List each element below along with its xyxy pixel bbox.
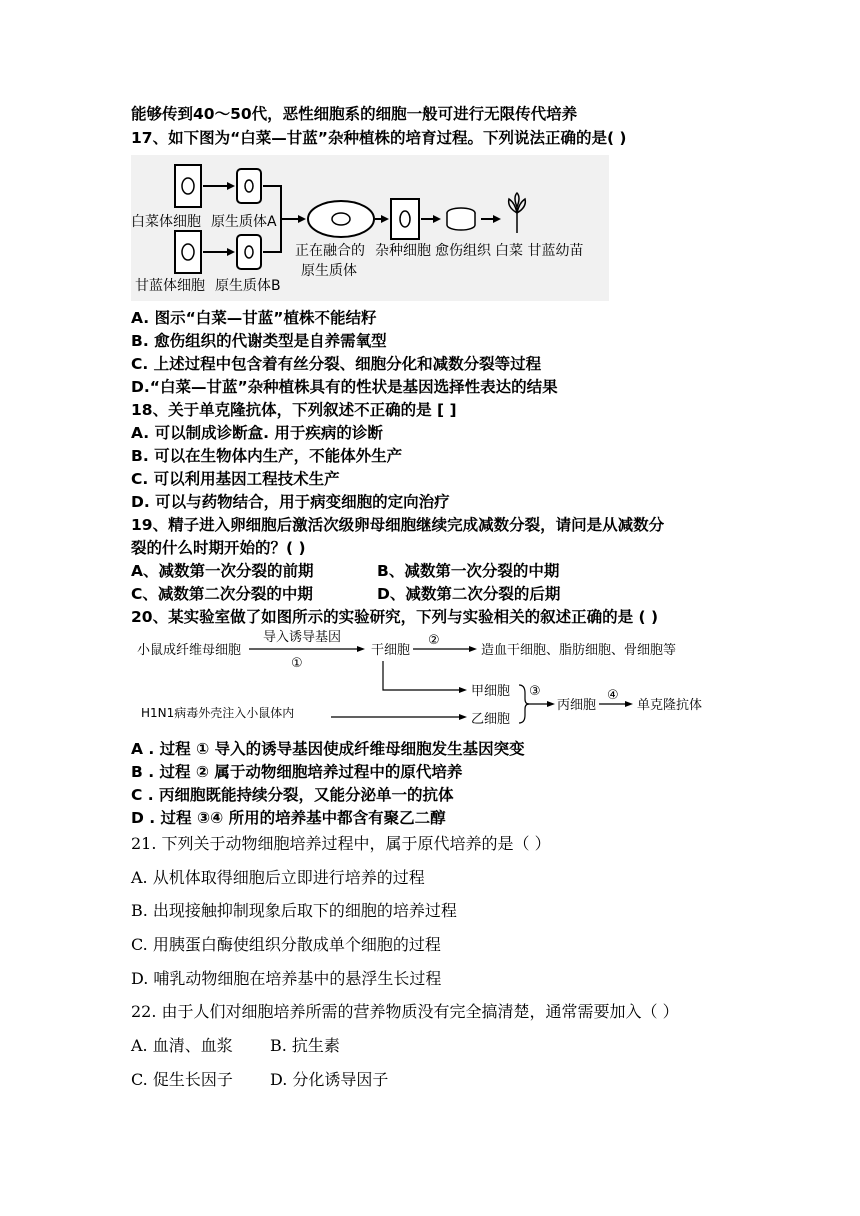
text-line: 能够传到40～50代，恶性细胞系的细胞一般可进行无限传代培养 (131, 105, 578, 123)
label-ganlan-cell: 甘蓝体细胞 (135, 278, 205, 294)
option-17c: C. 上述过程中包含着有丝分裂、细胞分化和减数分裂等过程 (131, 355, 542, 373)
option-22d: D. 分化诱导因子 (270, 1070, 389, 1089)
option-20d: D . 过程 ③④ 所用的培养基中都含有聚乙二醇 (131, 809, 446, 827)
label-protoplast-b: 原生质体B (215, 278, 281, 294)
option-19b: B、减数第一次分裂的中期 (377, 562, 560, 580)
question-18: 18、关于单克隆抗体，下列叙述不正确的是 [ ] (131, 401, 457, 419)
option-20b: B . 过程 ② 属于动物细胞培养过程中的原代培养 (131, 763, 463, 781)
label-fusing: 正在融合的 (295, 243, 365, 259)
option-20c: C . 丙细胞既能持续分裂，又能分泌单一的抗体 (131, 786, 454, 804)
question-17: 17、如下图为“白菜—甘蓝”杂种植株的培育过程。下列说法正确的是( ) (131, 129, 627, 147)
label-baicai-cell: 白菜体细胞 (131, 214, 201, 230)
option-19c: C、减数第二次分裂的中期 (131, 585, 313, 603)
label-callus: 愈伤组织 (435, 243, 491, 259)
question-22: 22. 由于人们对细胞培养所需的营养物质没有完全搞清楚，通常需要加入（ ） (131, 1002, 679, 1021)
option-21c: C. 用胰蛋白酶使组织分散成单个细胞的过程 (131, 935, 441, 954)
label-step3: ③ (529, 684, 541, 699)
fusing-protoplast-shape (308, 201, 374, 237)
figure-20-diagram (131, 627, 731, 737)
option-17a: A. 图示“白菜—甘蓝”植株不能结籽 (131, 309, 377, 327)
callus-dish-shape (447, 213, 475, 230)
option-21a: A. 从机体取得细胞后立即进行培养的过程 (131, 868, 425, 887)
label-induce: 导入诱导基因 (263, 630, 342, 645)
label-protoplast-a: 原生质体A (211, 214, 277, 230)
option-21d: D. 哺乳动物细胞在培养基中的悬浮生长过程 (131, 969, 442, 988)
option-22a: A. 血清、血浆 (131, 1036, 233, 1055)
option-20a: A . 过程 ① 导入的诱导基因使成纤维母细胞发生基因突变 (131, 740, 525, 758)
question-19-cont: 裂的什么时期开始的？( ) (131, 539, 306, 557)
hybrid-cell-shape (391, 199, 419, 239)
ganlan-cell-shape (175, 231, 201, 273)
protoplast-b-shape (237, 235, 261, 269)
label-step4: ④ (607, 688, 619, 703)
label-products: 造血干细胞、脂肪细胞、骨细胞等 (481, 643, 677, 658)
label-seedling: 白菜 甘蓝幼苗 (495, 243, 584, 259)
label-step2: ② (428, 633, 440, 648)
label-bing: 丙细胞 (557, 698, 597, 713)
label-h1n1: H1N1病毒外壳注入小鼠体内 (141, 706, 295, 720)
protoplast-a-shape (237, 169, 261, 203)
baicai-cell-shape (175, 165, 201, 207)
figure-17-diagram (131, 155, 609, 301)
option-22b: B. 抗生素 (270, 1036, 340, 1055)
question-19: 19、精子进入卵细胞后激活次级卵母细胞继续完成减数分裂，请问是从减数分 (131, 516, 665, 534)
option-17d: D.“白菜—甘蓝”杂种植株具有的性状是基因选择性表达的结果 (131, 378, 558, 396)
option-18d: D. 可以与药物结合，用于病变细胞的定向治疗 (131, 493, 450, 511)
label-step1: ① (291, 656, 303, 671)
label-hybrid: 杂种细胞 (375, 243, 431, 259)
option-22c: C. 促生长因子 (131, 1070, 233, 1089)
option-18c: C. 可以利用基因工程技术生产 (131, 470, 340, 488)
label-fusing-2: 原生质体 (301, 263, 357, 279)
label-fibroblast: 小鼠成纤维母细胞 (137, 643, 242, 658)
option-19d: D、减数第二次分裂的后期 (377, 585, 561, 603)
label-yi: 乙细胞 (471, 712, 511, 727)
option-19a: A、减数第一次分裂的前期 (131, 562, 314, 580)
option-18a: A. 可以制成诊断盒. 用于疾病的诊断 (131, 424, 383, 442)
question-21: 21. 下列关于动物细胞培养过程中，属于原代培养的是（ ） (131, 834, 551, 853)
option-21b: B. 出现接触抑制现象后取下的细胞的培养过程 (131, 901, 457, 920)
label-jia: 甲细胞 (471, 684, 511, 699)
label-mab: 单克隆抗体 (637, 698, 703, 713)
label-stem: 干细胞 (371, 643, 411, 658)
option-18b: B. 可以在生物体内生产，不能体外生产 (131, 447, 403, 465)
option-17b: B. 愈伤组织的代谢类型是自养需氧型 (131, 332, 387, 350)
question-20: 20、某实验室做了如图所示的实验研究，下列与实验相关的叙述正确的是 ( ) (131, 608, 659, 626)
